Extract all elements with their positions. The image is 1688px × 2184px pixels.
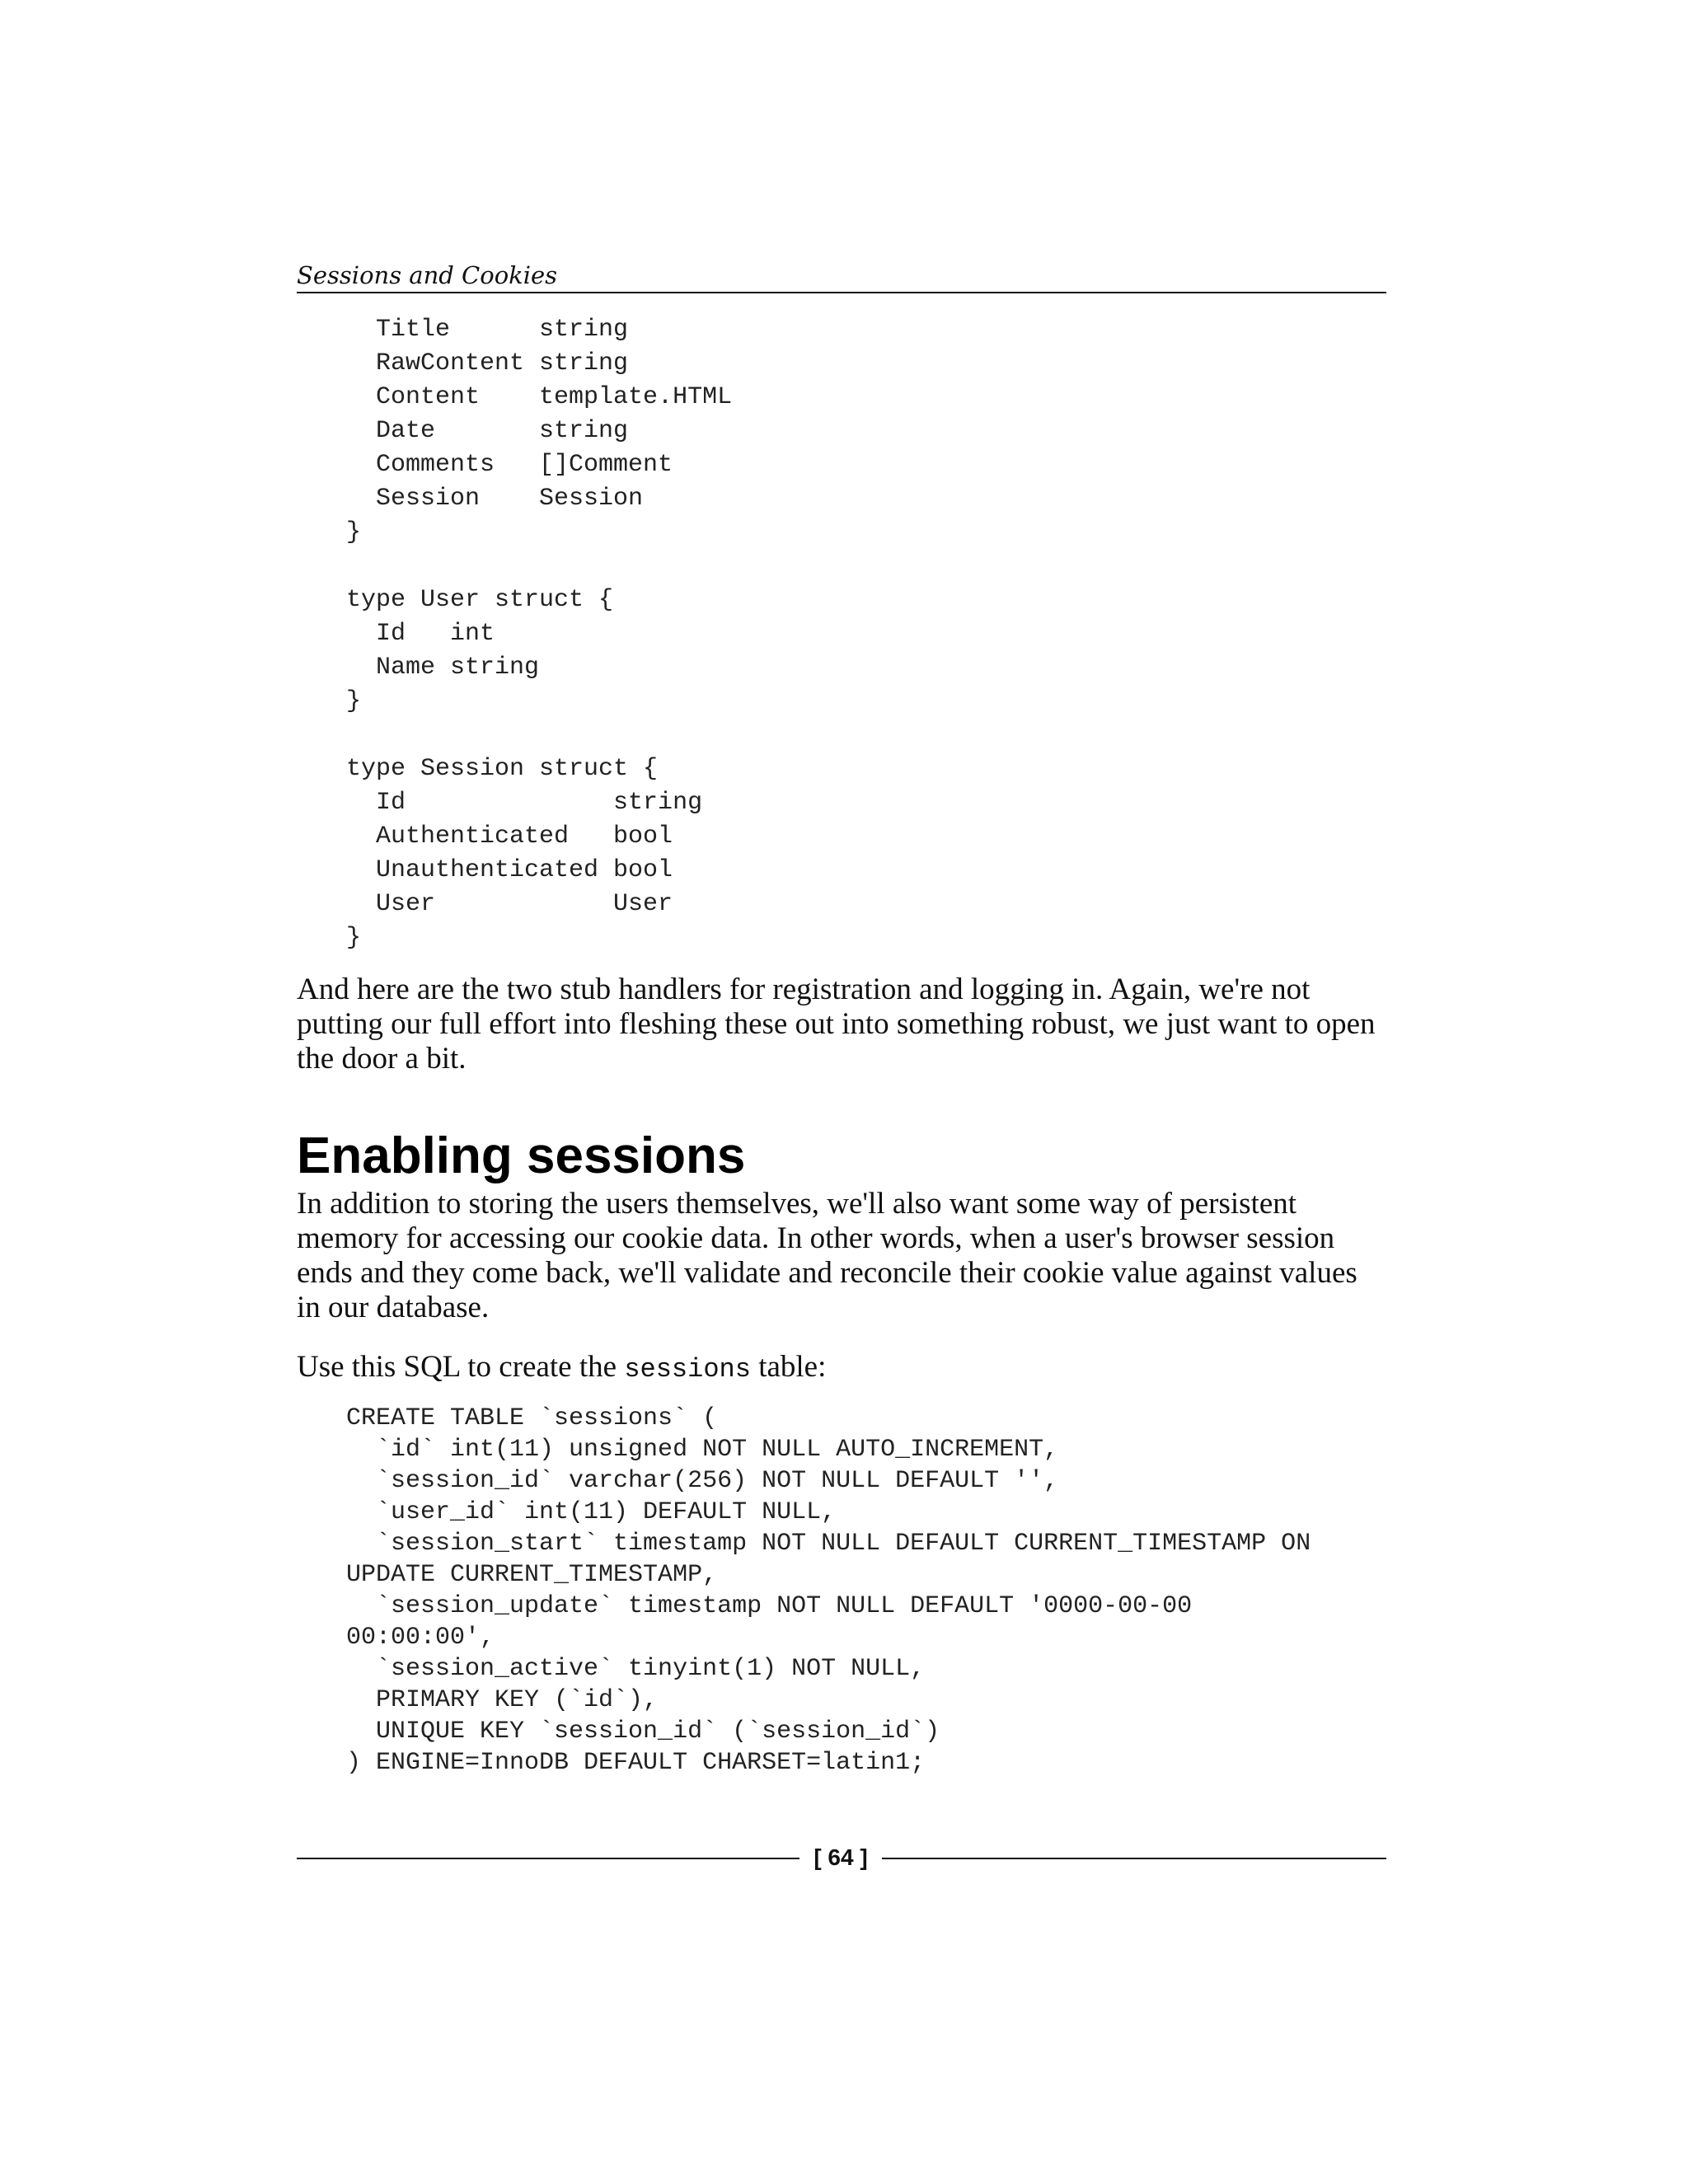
book-page — [297, 0, 1386, 2184]
code-line: type User struct { — [346, 586, 614, 614]
sql-intro-paragraph — [297, 1350, 1386, 1387]
header-rule — [297, 292, 1386, 293]
code-line: Name string — [346, 654, 540, 682]
sql-code-block — [346, 1403, 1311, 1779]
code-line: `session_update` timestamp NOT NULL DEFAULT '0000-00-00 — [346, 1592, 1193, 1620]
code-line: `user_id` int(11) DEFAULT NULL, — [346, 1498, 837, 1526]
code-line: Session Session — [346, 485, 644, 513]
code-line: Comments []Comment — [346, 451, 673, 479]
code-line: Authenticated bool — [346, 823, 673, 851]
section-heading: Enabling sessions — [297, 1127, 746, 1184]
code-line: `session_id` varchar(256) NOT NULL DEFAULT '', — [346, 1467, 1059, 1495]
code-line: UPDATE CURRENT_TIMESTAMP, — [346, 1561, 718, 1589]
footer-rule-left — [297, 1858, 799, 1859]
code-line: RawContent string — [346, 349, 629, 377]
sessions-intro-paragraph: In addition to storing the users themselves, we'll also want some way of persistent memory for accessing our cookie data. In other words, when a user's browser session ends and they come back, we'll validate and reconcile their cookie value against values in our database. — [297, 1187, 1357, 1324]
code-line: `session_active` tinyint(1) NOT NULL, — [346, 1655, 926, 1683]
code-line: UNIQUE KEY `session_id` (`session_id`) — [346, 1718, 940, 1746]
code-line: Date string — [346, 417, 629, 445]
code-line: User User — [346, 890, 673, 918]
code-line — [346, 550, 732, 583]
code-line: Id string — [346, 789, 703, 817]
code-line: } — [346, 687, 362, 715]
code-line — [346, 719, 732, 752]
code-line: PRIMARY KEY (`id`), — [346, 1686, 659, 1714]
inline-code-sessions: sessions — [624, 1354, 751, 1385]
code-line: type Session struct { — [346, 755, 659, 783]
page-number: [ 64 ] — [814, 1844, 868, 1870]
code-line: Title string — [346, 316, 629, 344]
code-line: } — [346, 518, 362, 546]
stub-handlers-paragraph: And here are the two stub handlers for registration and logging in. Again, we're not putting our full effort into fleshing these out into something robust, we just want to open the door a bit. — [297, 972, 1376, 1076]
code-line: Content template.HTML — [346, 383, 733, 411]
code-line: 00:00:00', — [346, 1624, 495, 1652]
go-struct-code-block — [346, 313, 732, 955]
sql-intro-text-end: table: — [750, 1350, 827, 1384]
sql-intro-text: Use this SQL to create the — [297, 1350, 625, 1384]
code-line: Id int — [346, 620, 495, 648]
footer-rule-right — [882, 1858, 1386, 1859]
code-line: `session_start` timestamp NOT NULL DEFAULT CURRENT_TIMESTAMP ON — [346, 1530, 1311, 1558]
running-header: Sessions and Cookies — [297, 261, 558, 289]
code-line: CREATE TABLE `sessions` ( — [346, 1404, 718, 1432]
code-line: ) ENGINE=InnoDB DEFAULT CHARSET=latin1; — [346, 1749, 926, 1777]
code-line: Unauthenticated bool — [346, 856, 673, 884]
code-line: } — [346, 924, 362, 952]
code-line: `id` int(11) unsigned NOT NULL AUTO_INCREMENT, — [346, 1436, 1059, 1464]
